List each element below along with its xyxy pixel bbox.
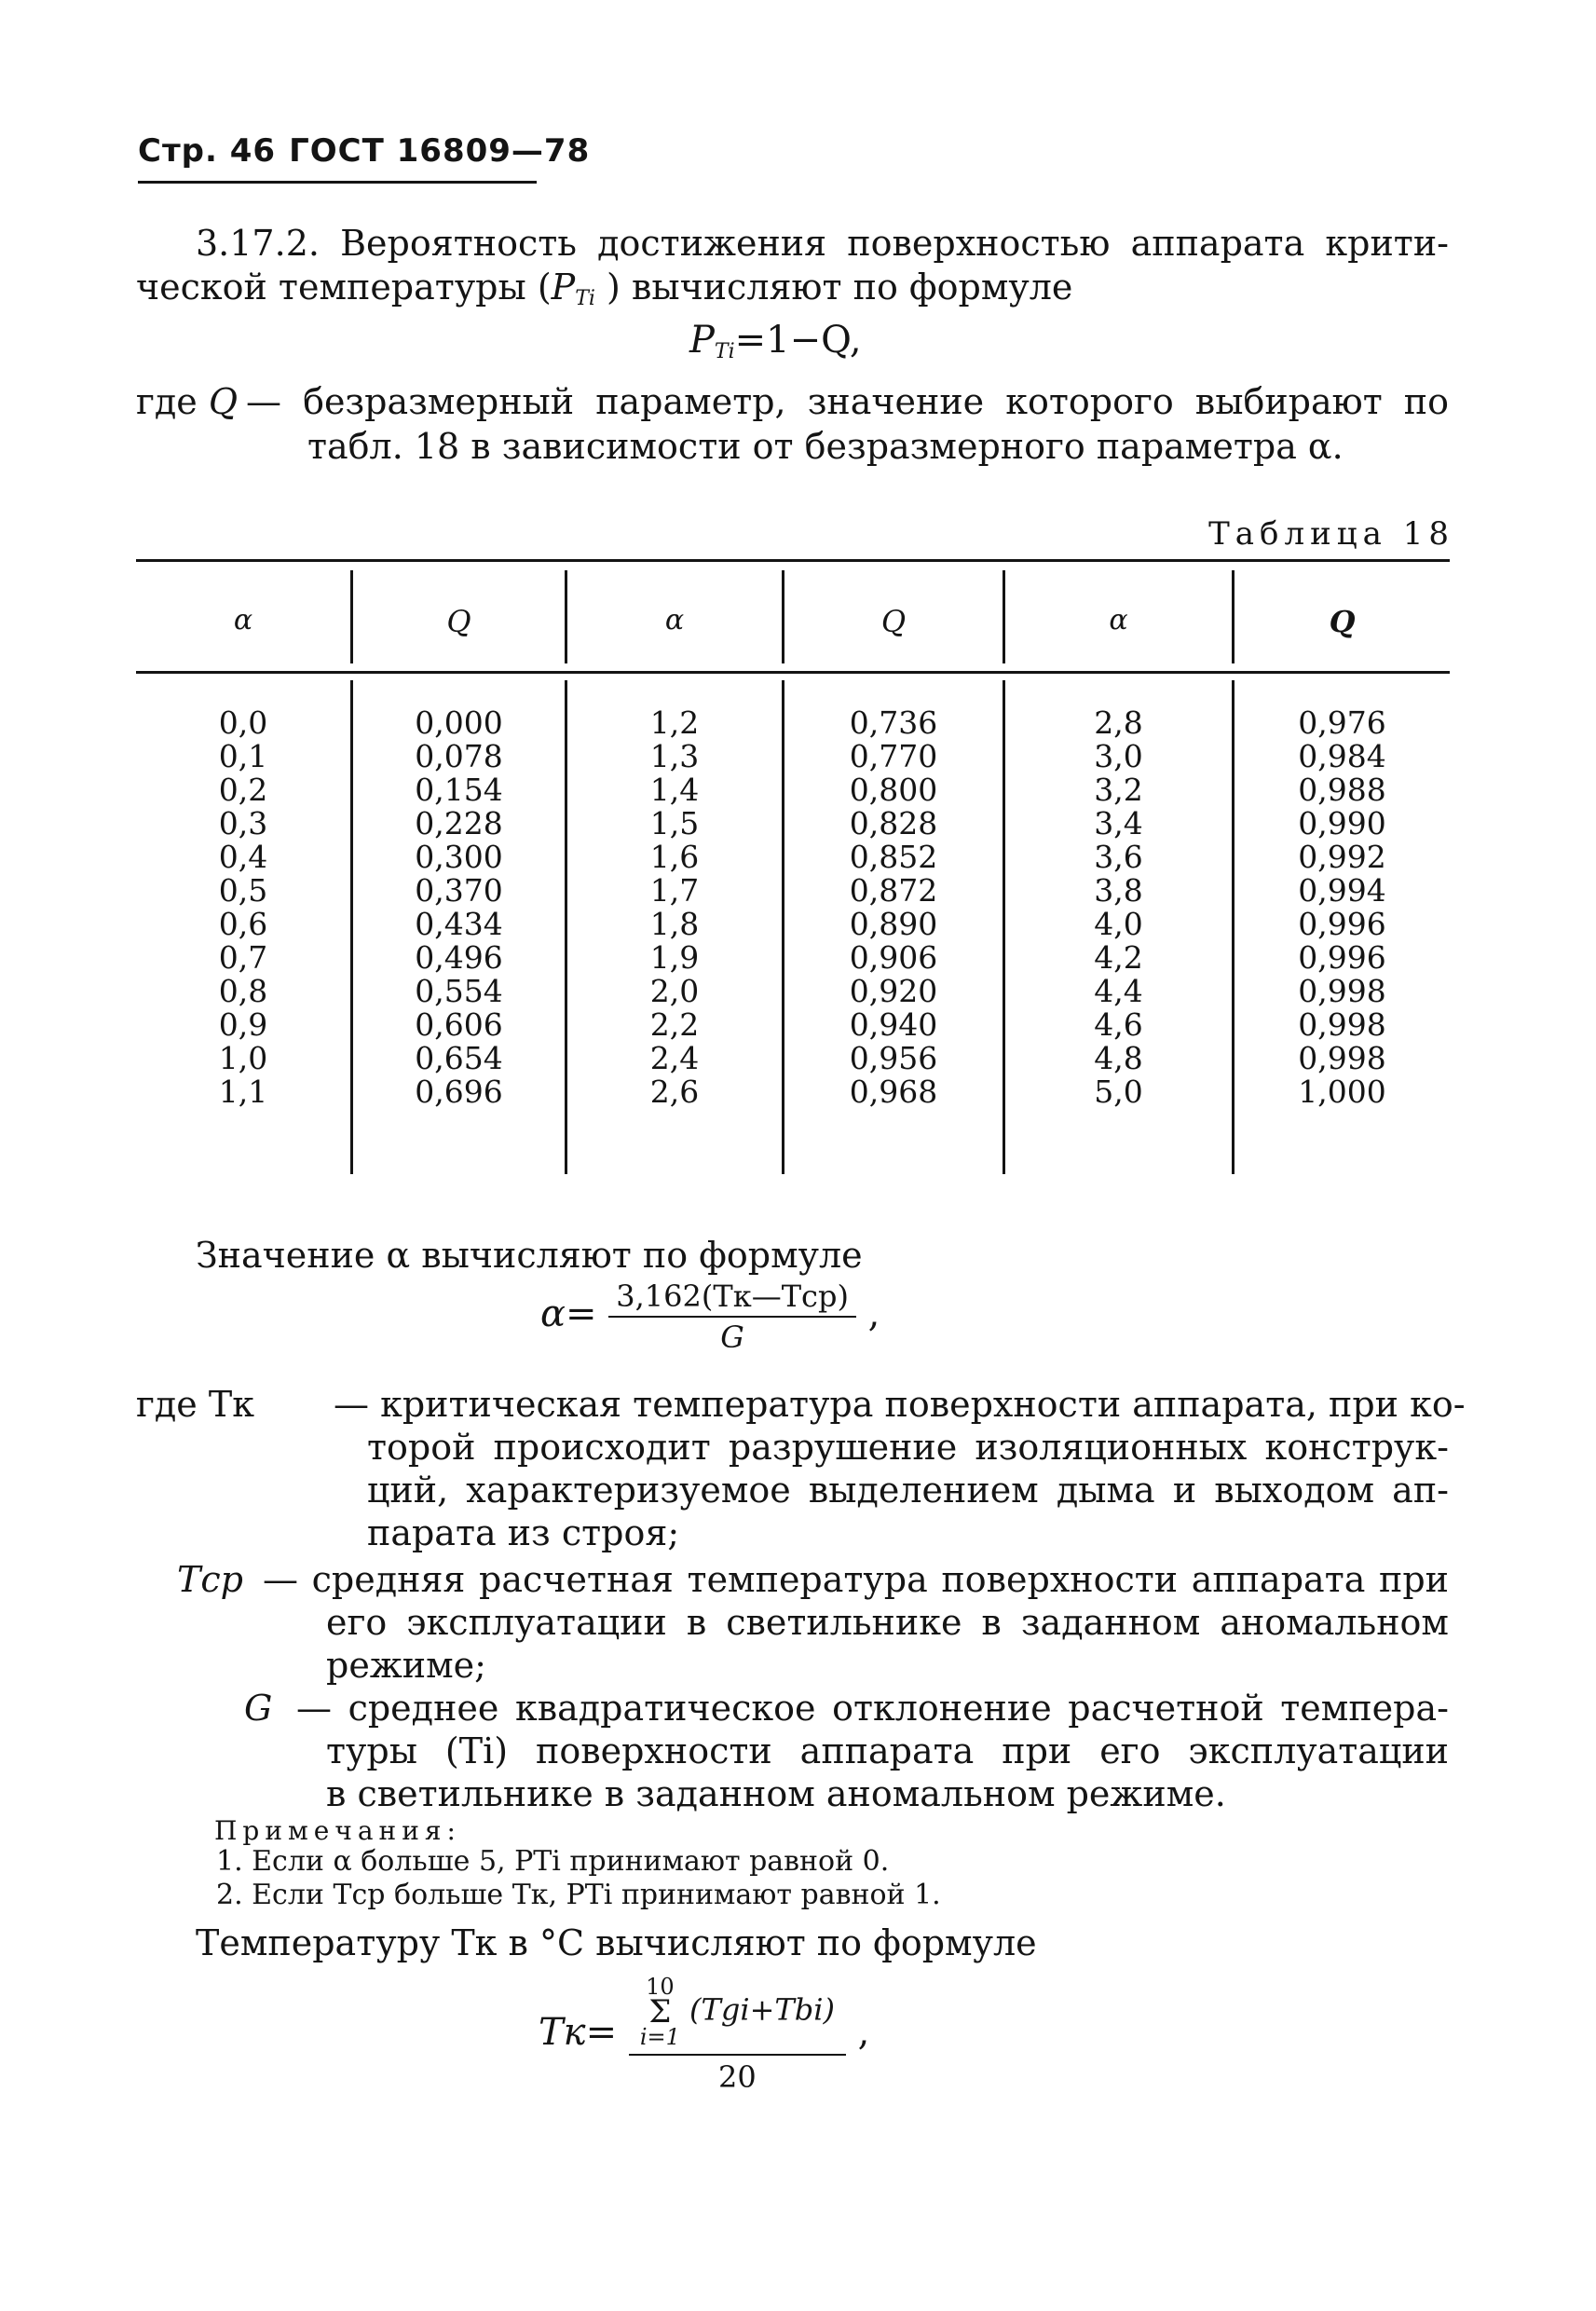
table-cell: 0,7 — [218, 939, 268, 976]
def-tcp-line: его эксплуатации в светильнике в заданном аномальном — [326, 1602, 1449, 1643]
def-tcp-lead: Tср — [177, 1559, 243, 1600]
table-cell: 0,300 — [415, 839, 503, 875]
page-header — [138, 132, 591, 184]
table-cell: 0,996 — [1298, 906, 1386, 942]
table-cell: 2,6 — [649, 1073, 700, 1110]
formula-alpha: α= $\frac{\text{3,162(Tк—Tср)}}{G}$ , — [540, 1279, 880, 1355]
column-header-alpha: α — [233, 604, 253, 636]
table-cell: 0,800 — [849, 772, 938, 808]
table-cell: 0,992 — [1298, 839, 1386, 875]
column-header-alpha: α — [664, 604, 685, 636]
table-cell: 0,996 — [1298, 939, 1386, 976]
table-cell: 3,2 — [1094, 772, 1143, 808]
def-g-line: — среднее квадратическое отклонение расчетной темпера- — [296, 1688, 1449, 1729]
table-cell: 0,8 — [218, 973, 268, 1009]
def-tk-lead: где Tк — [136, 1384, 254, 1425]
column-header-q: Q — [880, 604, 907, 639]
table-cell: 0,5 — [218, 872, 268, 909]
def-tcp-line: режиме; — [326, 1645, 486, 1686]
table-cell: 4,0 — [1094, 906, 1143, 942]
table-top-rule — [136, 559, 1450, 562]
table-cell: 0,154 — [415, 772, 503, 808]
table-cell: 3,0 — [1094, 738, 1143, 774]
where-q-line-2: табл. 18 в зависимости от безразмерного параметра α. — [307, 426, 1344, 467]
table-cell: 1,2 — [649, 704, 700, 741]
table-cell: 0,998 — [1298, 1040, 1386, 1076]
def-g-line: в светильнике в заданном аномальном режиме. — [326, 1773, 1226, 1814]
formula-alpha-fraction: $\frac{\text{3,162(Tк—Tср)}}{G}$ — [608, 1279, 856, 1355]
table-cell: 5,0 — [1094, 1073, 1143, 1110]
def-tk-line: — критическая температура поверхности аппарата, при ко- — [334, 1384, 1466, 1425]
column-alpha-3 — [1005, 706, 1232, 1109]
table-cell: 0,496 — [415, 939, 503, 976]
intro-line-1: 3.17.2. Вероятность достижения поверхностью аппарата крити- — [196, 223, 1449, 264]
table-cell: 3,8 — [1094, 872, 1143, 909]
table-cell: 3,4 — [1094, 805, 1143, 841]
column-q-1 — [353, 706, 565, 1109]
table-cell: 0,984 — [1298, 738, 1386, 774]
table-cell: 0,998 — [1298, 973, 1386, 1009]
table-cell: 1,0 — [218, 1040, 268, 1076]
alpha-intro: Значение α вычисляют по формуле — [196, 1235, 863, 1276]
table-cell: 0,696 — [415, 1073, 503, 1110]
column-header-alpha: α — [1109, 604, 1128, 636]
table-18 — [136, 559, 1450, 1174]
table-cell: 0,998 — [1298, 1006, 1386, 1043]
table-cell: 3,6 — [1094, 839, 1143, 875]
table-cell: 0,0 — [218, 704, 268, 741]
table-cell: 2,2 — [649, 1006, 700, 1043]
column-header-q: Q — [446, 604, 471, 639]
table-cell: 1,1 — [218, 1073, 268, 1110]
table-cell: 0,2 — [218, 772, 268, 808]
table-cell: 0,872 — [849, 872, 938, 909]
sum-operator: 10 Σ i=1 — [639, 1974, 680, 2050]
table-cell: 1,000 — [1298, 1073, 1386, 1110]
intro-line-2: ческой температуры ($P_{Ti}$ ) вычисляют по формуле — [136, 267, 1073, 310]
table-cell: 1,4 — [649, 772, 700, 808]
table-cell: 0,994 — [1298, 872, 1386, 909]
table-cell: 0,654 — [415, 1040, 503, 1076]
table-cell: 0,6 — [218, 906, 268, 942]
table-cell: 0,1 — [218, 738, 268, 774]
table-cell: 0,434 — [415, 906, 503, 942]
table-header-rule — [136, 671, 1450, 674]
table-cell: 0,606 — [415, 1006, 503, 1043]
table-cell: 0,990 — [1298, 805, 1386, 841]
table-cell: 4,8 — [1094, 1040, 1143, 1076]
formula-tk: Tк= 10 Σ i=1 (Tgi+Tbi) 20 , — [539, 1974, 870, 2095]
table-cell: 0,852 — [849, 839, 938, 875]
page-number: Стр. 46 — [138, 132, 277, 170]
formula-tk-fraction: 10 Σ i=1 (Tgi+Tbi) 20 — [629, 1976, 846, 2095]
def-tk-line: ций, характеризуемое выделением дыма и выходом ап- — [367, 1470, 1449, 1511]
table-cell: 0,3 — [218, 805, 268, 841]
table-cell: 1,9 — [649, 939, 700, 976]
table-cell: 0,000 — [415, 704, 503, 741]
table-cell: 0,228 — [415, 805, 503, 841]
table-cell: 0,976 — [1298, 704, 1386, 741]
table-cell: 1,5 — [649, 805, 700, 841]
column-q-2 — [784, 706, 1003, 1109]
table-cell: 0,554 — [415, 973, 503, 1009]
def-tk-line: торой происходит разрушение изоляционных конструк- — [367, 1427, 1449, 1468]
table-cell: 2,0 — [649, 973, 700, 1009]
table-caption: Таблица 18 — [1208, 515, 1454, 553]
column-alpha-1 — [136, 706, 350, 1109]
table-cell: 0,9 — [218, 1006, 268, 1043]
table-cell: 0,906 — [849, 939, 938, 976]
table-cell: 0,828 — [849, 805, 938, 841]
table-cell: 4,4 — [1094, 973, 1143, 1009]
def-tk-line: парата из строя; — [367, 1512, 680, 1553]
table-cell: 0,078 — [415, 738, 503, 774]
table-cell: 0,890 — [849, 906, 938, 942]
column-header-q: Q — [1329, 604, 1356, 639]
column-alpha-2 — [567, 706, 782, 1109]
table-cell: 4,6 — [1094, 1006, 1143, 1043]
table-cell: 0,988 — [1298, 772, 1386, 808]
where-q-line-1: — безразмерный параметр, значение которого выбирают по — [246, 381, 1449, 422]
table-cell: 0,956 — [849, 1040, 938, 1076]
table-cell: 0,920 — [849, 973, 938, 1009]
table-cell: 1,8 — [649, 906, 700, 942]
column-q-3 — [1235, 706, 1450, 1109]
tk-intro: Температуру Tк в °C вычисляют по формуле — [196, 1922, 1037, 1963]
def-tcp-line: — средняя расчетная температура поверхности аппарата при — [263, 1559, 1449, 1600]
table-cell: 1,6 — [649, 839, 700, 875]
table-cell: 0,4 — [218, 839, 268, 875]
table-cell: 0,770 — [849, 738, 938, 774]
table-cell: 1,3 — [649, 738, 700, 774]
where-q-lead: где Q — [136, 381, 239, 422]
formula-probability: $P_{Ti}=1-Q$, — [689, 319, 862, 363]
table-cell: 4,2 — [1094, 939, 1143, 976]
table-cell: 2,8 — [1094, 704, 1143, 741]
def-g-lead: G — [244, 1688, 273, 1729]
standard-code: ГОСТ 16809—78 — [289, 132, 591, 170]
table-cell: 0,736 — [849, 704, 938, 741]
table-cell: 0,370 — [415, 872, 503, 909]
note-2: 2. Если Tср больше Tк, PTi принимают равной 1. — [216, 1879, 941, 1911]
notes-title: Примечания: — [214, 1815, 461, 1846]
note-1: 1. Если α больше 5, PTi принимают равной 0. — [216, 1845, 890, 1878]
table-cell: 2,4 — [649, 1040, 700, 1076]
table-cell: 1,7 — [649, 872, 700, 909]
table-cell: 0,940 — [849, 1006, 938, 1043]
def-g-line: туры (Ti) поверхности аппарата при его эксплуатации — [326, 1730, 1449, 1771]
table-cell: 0,968 — [849, 1073, 938, 1110]
